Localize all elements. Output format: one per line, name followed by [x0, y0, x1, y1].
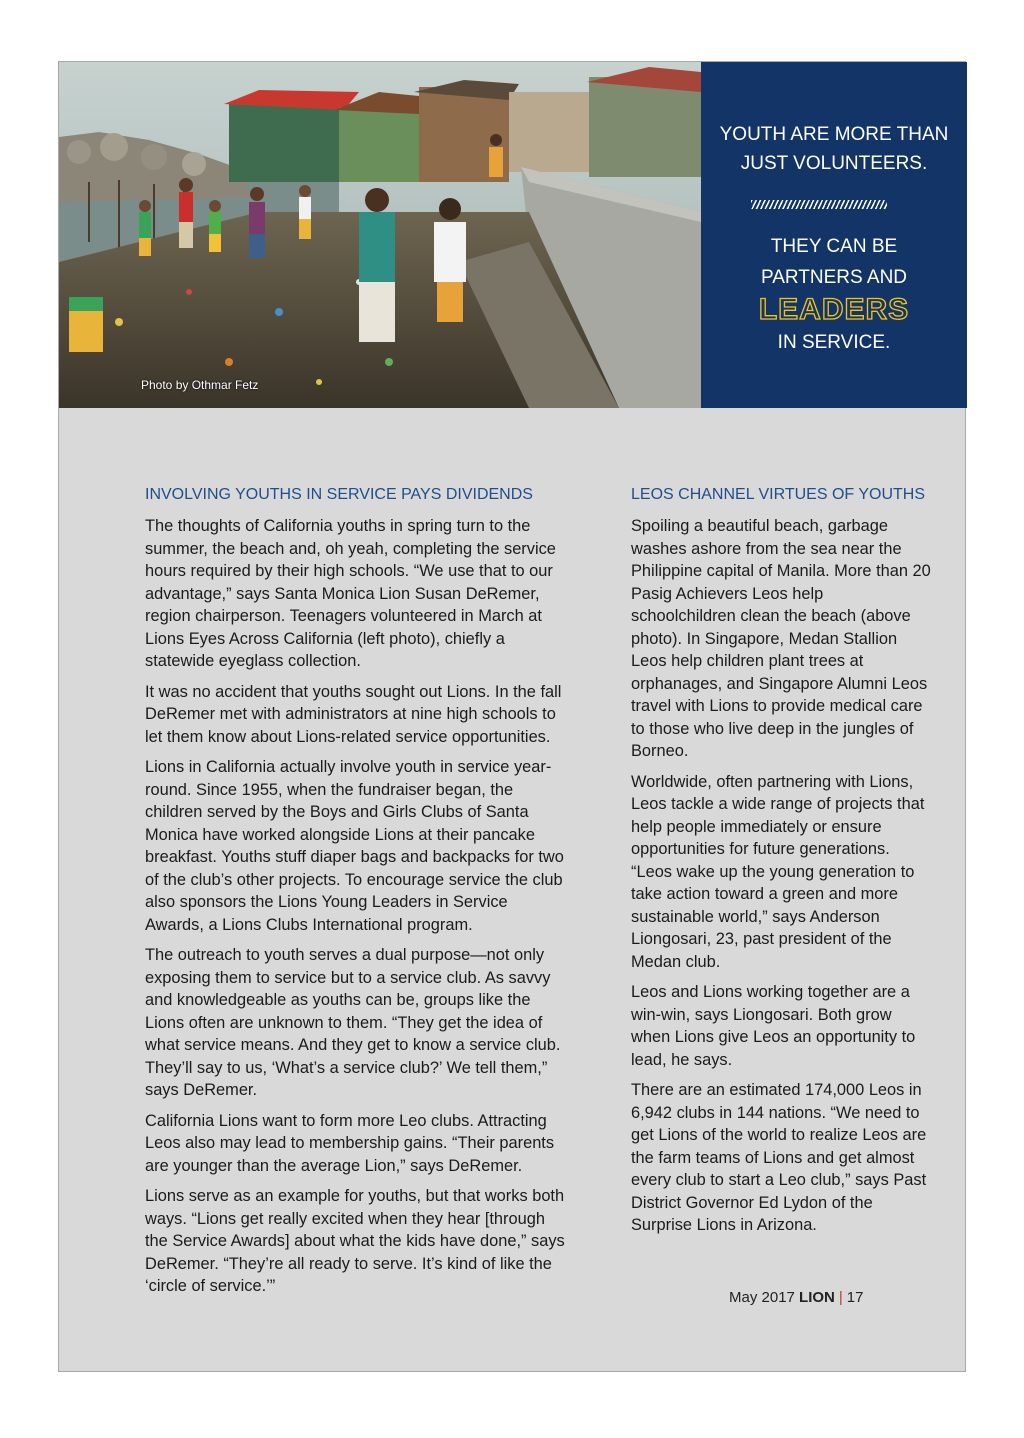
pull-quote-callout: [701, 62, 967, 408]
beach-cleanup-photo: [59, 62, 701, 408]
paragraph: Leos and Lions working together are a win-win, says Liongosari. Both grow when Lions give Leos an opportunity to lead, he says.: [631, 983, 916, 1069]
callout-text: THEY CAN BE: [770, 236, 898, 257]
magazine-page: [58, 61, 966, 1372]
paragraph: There are an estimated 174,000 Leos in 6,942 clubs in 144 nations. “We need to get Lions of the world to realize Leos are the farm teams of Lions and get almost every club to start a Leo club,” says Past District Governor Ed Lydon of the Surprise Lions in Arizona.: [631, 1081, 927, 1234]
paragraph: Worldwide, often partnering with Lions, Leos tackle a wide range of projects that help people immediately or ensure opportunities for future generations. “Leos wake up the young generation to take action toward a green and more sustainable world,” says Anderson Liongosari, 23, past president of the Medan club.: [631, 772, 925, 971]
paragraph: It was no accident that youths sought out Lions. In the fall DeRemer met with administrators at nine high schools to let them know about Lions-related service opportunities.: [145, 682, 562, 746]
right-article-column: [631, 485, 931, 1245]
folio-separator: |: [838, 1289, 843, 1306]
folio-magazine: LION: [799, 1289, 835, 1306]
right-column-heading: LEOS CHANNEL VIRTUES OF YOUTHS: [631, 486, 925, 503]
callout-highlight: LEADERS: [758, 293, 910, 326]
callout-text: PARTNERS AND: [760, 267, 908, 288]
callout-line-2: [701, 231, 967, 358]
callout-text: YOUTH ARE MORE THAN: [719, 124, 949, 145]
paragraph: Lions in California actually involve youth in service year-round. Since 1955, when the fundraiser began, the children served by the Boys and Girls Clubs of Santa Monica have worked alongside Lions at their pancake breakfast. Youths stuff diaper bags and backpacks for two of the club’s other projects. To encourage service the club also sponsors the Lions Young Leaders in Service Awards, a Lions Clubs International program.: [145, 758, 564, 934]
folio-date: May 2017: [729, 1289, 795, 1306]
hatch-divider: [751, 200, 887, 209]
paragraph: Spoiling a beautiful beach, garbage washes ashore from the sea near the Philippine capital of Manila. More than 20 Pasig Achievers Leos help schoolchildren clean the beach (above photo). In Singapore, Medan Stallion Leos help children plant trees at orphanages, and Singapore Alumni Leos travel with Lions to provide medical care to those who live deep in the jungles of Borneo.: [631, 517, 931, 760]
paragraph: Lions serve as an example for youths, but that works both ways. “Lions get really excited when they hear [through the Service Awards] about what the kids have done,” says DeRemer. “They’re all ready to serve. It’s kind of like the ‘circle of service.’”: [145, 1187, 565, 1295]
folio-page-number: 17: [846, 1289, 864, 1306]
left-article-column: [145, 485, 569, 1306]
callout-line-1: [701, 120, 967, 178]
page-folio: [729, 1289, 863, 1306]
paragraph: The thoughts of California youths in spring turn to the summer, the beach and, oh yeah, completing the service hours required by their high schools. “We use that to our advantage,” says Santa Monica Lion Susan DeRemer, region chairperson. Teenagers volunteered in March at Lions Eyes Across California (left photo), chiefly a statewide eyeglass collection.: [145, 517, 556, 670]
callout-text: IN SERVICE.: [777, 332, 891, 353]
paragraph: California Lions want to form more Leo clubs. Attracting Leos also may lead to membership gains. “Their parents are younger than the average Lion,” says DeRemer.: [145, 1111, 555, 1175]
callout-text: JUST VOLUNTEERS.: [740, 153, 928, 174]
photo-credit: Photo by Othmar Fetz: [141, 378, 259, 392]
photo-illustration: [59, 62, 701, 408]
paragraph: The outreach to youth serves a dual purpose—not only exposing them to service but to a service club. As savvy and knowledgeable as youths can be, groups like the Lions often are unknown to them. “They get the idea of what service means. And they get to know a service club. They’ll say to us, ‘What’s a service club?’ We tell them,” says DeRemer.: [145, 946, 561, 1099]
left-column-heading: INVOLVING YOUTHS IN SERVICE PAYS DIVIDENDS: [145, 486, 533, 503]
